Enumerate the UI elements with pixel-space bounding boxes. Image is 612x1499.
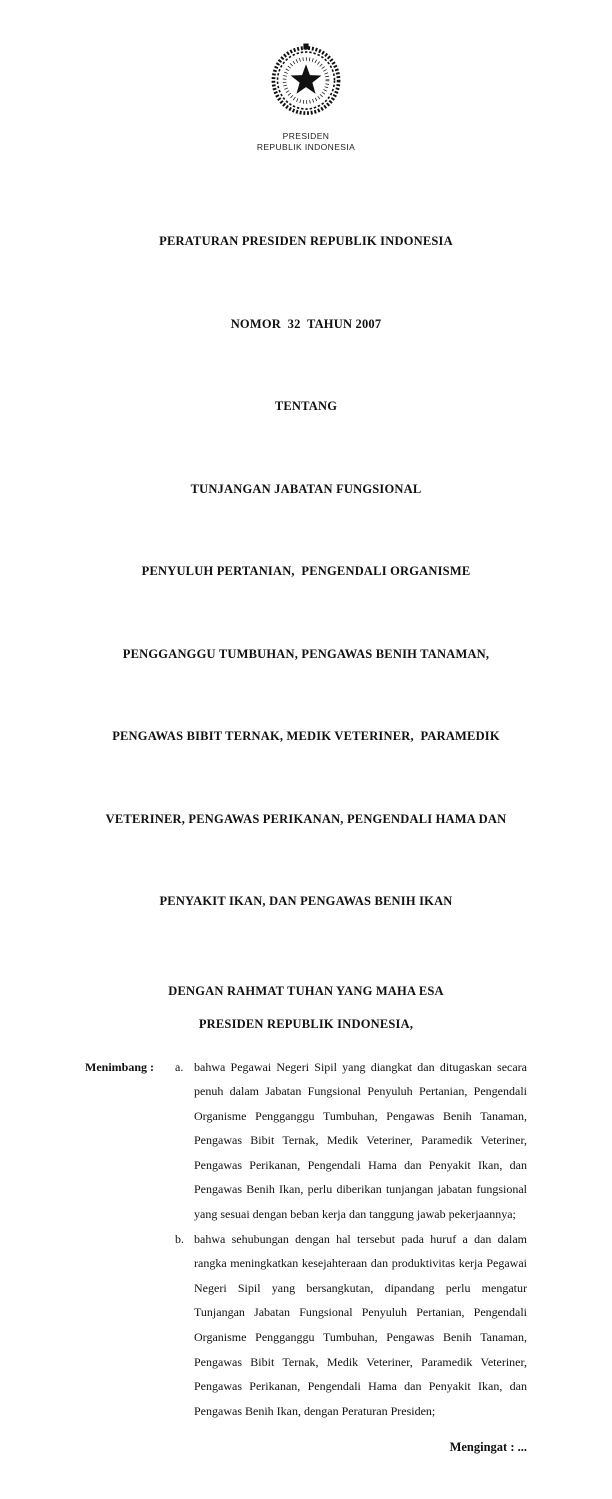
consideration-item-a: [85, 1055, 527, 1227]
doc-subject-line: TUNJANGAN JABATAN FUNGSIONAL: [190, 481, 422, 496]
doc-subject-line: PENGGANGGU TUMBUHAN, PENGAWAS BENIH TANAMAN,: [122, 646, 490, 661]
doc-subject-line: PENYULUH PERTANIAN, PENGENDALI ORGANISME: [141, 564, 471, 578]
continuation-marker: Mengingat : ...: [449, 1440, 527, 1455]
doc-number-line: NOMOR 32 TAHUN 2007: [230, 316, 382, 331]
doc-subject-line: VETERINER, PENGAWAS PERIKANAN, PENGENDALI HAMA DAN: [105, 811, 507, 826]
masthead-republik-indonesia: REPUBLIK INDONESIA: [256, 142, 356, 152]
national-emblem-icon: [269, 42, 343, 122]
consideration-letter: a.: [175, 1059, 184, 1074]
masthead: [85, 42, 527, 153]
menimbang-label: Menimbang :: [85, 1059, 154, 1074]
invocation-line: DENGAN RAHMAT TUHAN YANG MAHA ESA: [168, 983, 444, 998]
consideration-letter: b.: [175, 1231, 184, 1246]
consideration-item-b: [85, 1227, 527, 1424]
doc-subject-line: PENYAKIT IKAN, DAN PENGAWAS BENIH IKAN: [159, 894, 453, 908]
consideration-text: bahwa Pegawai Negeri Sipil yang diangkat dan ditugaskan secara penuh dalam Jabatan Fungsional Penyuluh Pertanian, Pengendali Organisme Pengganggu Tumbuhan, Pengawas Benih Tanaman, Pengawas Bibit Ternak, Medik Veteriner, Paramedik Veteriner, Pengawas Perikanan, Pengendali Hama dan Penyakit Ikan, dan Pengawas Benih Ikan, perlu diberikan tunjangan jabatan fungsional yang sesuai dengan beban kerja dan tanggung jawab pekerjaannya;: [194, 1059, 527, 1222]
authority-line: PRESIDEN REPUBLIK INDONESIA,: [198, 1016, 414, 1031]
doc-subject-line: PENGAWAS BIBIT TERNAK, MEDIK VETERINER, PARAMEDIK: [112, 729, 500, 743]
doc-title-line1: PERATURAN PRESIDEN REPUBLIK INDONESIA: [159, 234, 453, 248]
doc-tentang-line: TENTANG: [274, 399, 338, 413]
considerations-section: [85, 1055, 527, 1424]
masthead-presiden: PRESIDEN: [282, 131, 330, 141]
title-block: [85, 173, 527, 971]
consideration-text: bahwa sehubungan dengan hal tersebut pada huruf a dan dalam rangka meningkatkan kesejahteraan dan produktivitas kerja Pegawai Negeri Sipil yang bersangkutan, dipandang perlu mengatur Tunjangan Jabatan Fungsional Penyuluh Pertanian, Pengendali Organisme Pengganggu Tumbuhan, Pengawas Benih Tanaman, Pengawas Bibit Ternak, Medik Veteriner, Paramedik Veteriner, Pengawas Perikanan, Pengendali Hama dan Penyakit Ikan, dan Pengawas Benih Ikan, dengan Peraturan Presiden;: [194, 1231, 527, 1418]
